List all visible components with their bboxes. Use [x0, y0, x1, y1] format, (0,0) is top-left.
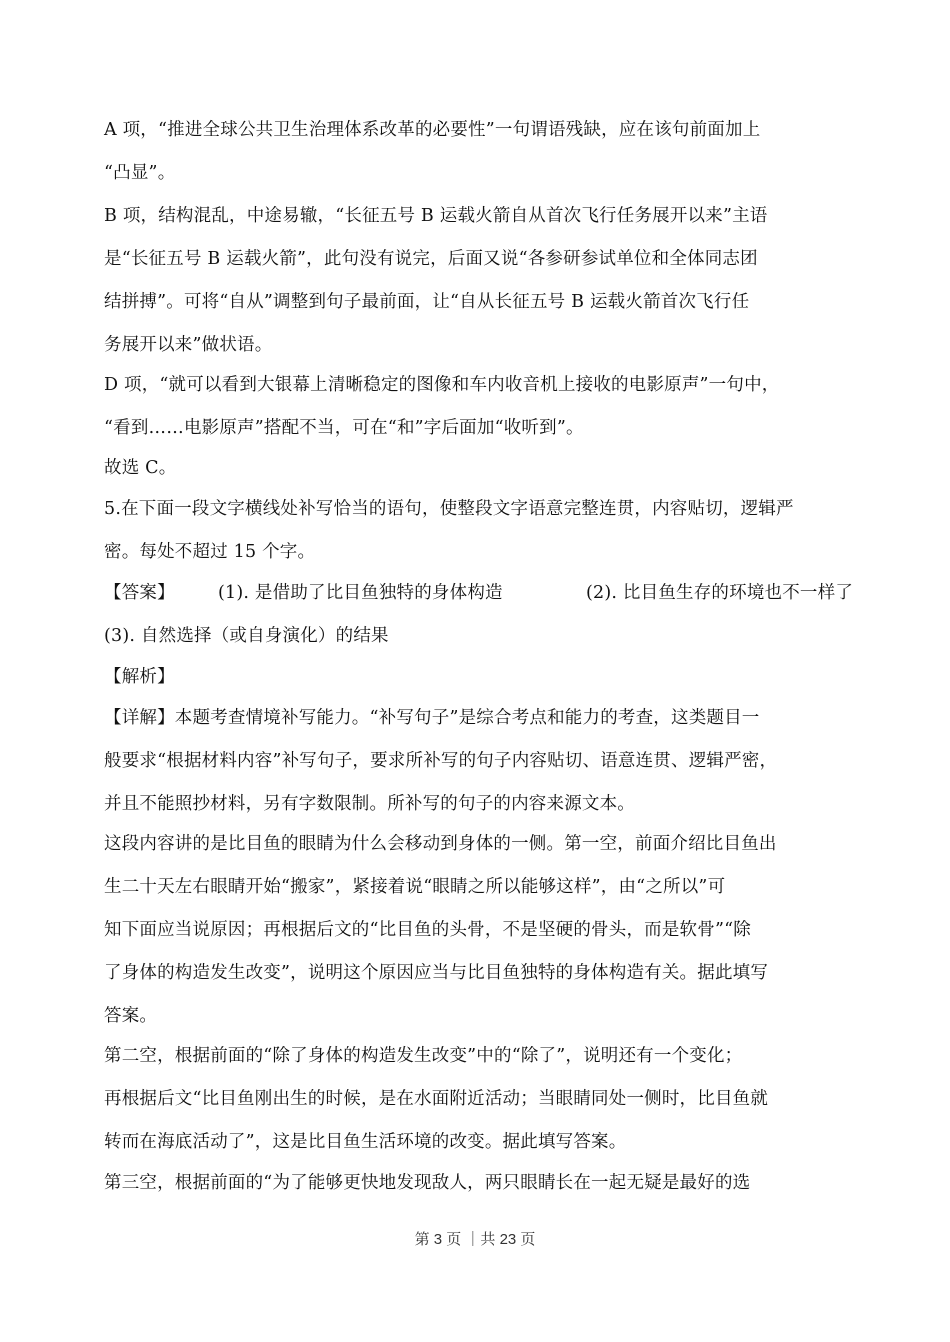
detail-line: 并且不能照抄材料，另有字数限制。所补写的句子的内容来源文本。 — [104, 794, 635, 814]
answer-item-1: (1). 是借助了比目鱼独特的身体构造 — [218, 583, 503, 603]
answer-item-3: (3). 自然选择（或自身演化）的结果 — [104, 626, 389, 646]
detail-line: 知下面应当说原因；再根据后文的“比目鱼的头骨，不是坚硬的骨头，而是软骨”“除 — [104, 920, 751, 940]
text-line: 是“长征五号 B 运载火箭”，此句没有说完，后面又说“各参研参试单位和全体同志团 — [104, 249, 758, 269]
text-line: A 项，“推进全球公共卫生治理体系改革的必要性”一句谓语残缺，应在该句前面加上 — [104, 120, 761, 140]
question-text: 5.在下面一段文字横线处补写恰当的语句，使整段文字语意完整连贯，内容贴切，逻辑严 — [104, 499, 794, 519]
detail-line: 【详解】本题考查情境补写能力。“补写句子”是综合考点和能力的考查，这类题目一 — [104, 708, 760, 728]
text-line: D 项，“就可以看到大银幕上清晰稳定的图像和车内收音机上接收的电影原声”一句中， — [104, 375, 780, 395]
detail-line: 转而在海底活动了”，这是比目鱼生活环境的改变。据此填写答案。 — [104, 1132, 627, 1152]
text-line: 结拼搏”。可将“自从”调整到句子最前面，让“自从长征五号 B 运载火箭首次飞行任 — [104, 292, 750, 312]
detail-line: 第三空，根据前面的“为了能够更快地发现敌人，两只眼睛长在一起无疑是最好的选 — [104, 1173, 751, 1193]
detail-line: 了身体的构造发生改变”，说明这个原因应当与比目鱼独特的身体构造有关。据此填写 — [104, 963, 769, 983]
answer-label: 【答案】 — [104, 583, 175, 603]
text-line: 务展开以来”做状语。 — [104, 335, 273, 355]
detail-line: 这段内容讲的是比目鱼的眼睛为什么会移动到身体的一侧。第一空，前面介绍比目鱼出 — [104, 834, 777, 854]
answer-row — [104, 581, 853, 605]
detail-line: 第二空，根据前面的“除了身体的构造发生改变”中的“除了”，说明还有一个变化； — [104, 1046, 743, 1066]
text-line: 故选 C。 — [104, 458, 177, 478]
analysis-label: 【解析】 — [104, 667, 175, 687]
detail-line: 生二十天左右眼睛开始“搬家”，紧接着说“眼睛之所以能够这样”，由“之所以”可 — [104, 877, 726, 897]
detail-line: 般要求“根据材料内容”补写句子，要求所补写的句子内容贴切、语意连贯、逻辑严密， — [104, 751, 778, 771]
answer-item-2: (2). 比目鱼生存的环境也不一样了 — [586, 583, 854, 603]
text-line: “看到……电影原声”搭配不当，可在“和”字后面加“收听到”。 — [104, 418, 584, 438]
question-text: 密。每处不超过 15 个字。 — [104, 542, 316, 562]
page-number: 第 3 页 ｜共 23 页 — [414, 1231, 536, 1248]
text-line: B 项，结构混乱，中途易辙，“长征五号 B 运载火箭自从首次飞行任务展开以来”主语 — [104, 206, 768, 226]
detail-line: 答案。 — [104, 1006, 158, 1026]
detail-line: 再根据后文“比目鱼刚出生的时候，是在水面附近活动；当眼睛同处一侧时，比目鱼就 — [104, 1089, 769, 1109]
text-line: “凸显”。 — [104, 163, 176, 183]
